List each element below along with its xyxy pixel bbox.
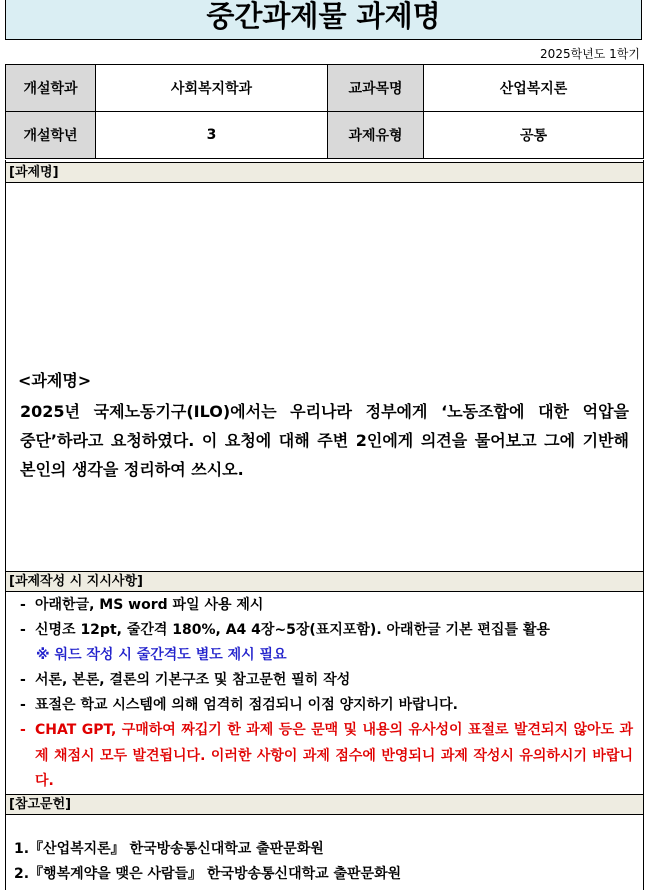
instruction-text: 아래한글, MS word 파일 사용 제시: [35, 597, 264, 613]
table-row: [6, 65, 644, 112]
table-row: [6, 112, 644, 159]
instructions-list: [18, 593, 633, 795]
dept-label: 개설학과: [6, 65, 96, 112]
instruction-text: 서론, 본론, 결론의 기본구조 및 참고문헌 필히 작성: [35, 672, 351, 688]
references-section-label: [참고문헌]: [5, 794, 644, 815]
page-title: 중간과제물 과제명: [5, 0, 642, 40]
dash-bullet: -: [20, 697, 26, 713]
dash-bullet: -: [20, 597, 26, 613]
course-info-table: [5, 64, 644, 159]
list-item: 2.『행복계약을 맺은 사람들』 한국방송통신대학교 출판문화원: [14, 866, 402, 882]
dept-value: 사회복지학과: [96, 65, 328, 112]
dash-bullet: -: [20, 622, 26, 638]
list-item: 1.『산업복지론』 한국방송통신대학교 출판문화원: [14, 841, 324, 857]
list-item: [18, 643, 633, 668]
list-item: [18, 593, 633, 618]
assignment-body: 2025년 국제노동기구(ILO)에서는 우리나라 정부에게 ‘노동조합에 대한 억압을 중단’하라고 요청하였다. 이 요청에 대해 주변 2인에게 의견을 물어보고 그에 기반해 본인의 생각을 정리하여 쓰시오.: [20, 402, 629, 479]
list-item: [18, 618, 633, 643]
list-item: [18, 718, 633, 795]
type-value: 공통: [424, 112, 644, 159]
assignment-section-label: [과제명]: [5, 162, 644, 183]
word-note-text: ※ 워드 작성 시 줄간격도 별도 제시 필요: [36, 647, 287, 663]
instruction-text: 신명조 12pt, 줄간격 180%, A4 4장~5장(표지포함). 아래한글 기본 편집틀 활용: [35, 622, 550, 638]
instructions-section-label: [과제작성 시 지시사항]: [5, 571, 644, 592]
assignment-heading: <과제명>: [18, 371, 92, 390]
instruction-text: 표절은 학교 시스템에 의해 엄격히 점검되니 이점 양지하기 바랍니다.: [35, 697, 458, 713]
course-value: 산업복지론: [424, 65, 644, 112]
list-item: [18, 668, 633, 693]
year-value: 3: [96, 112, 328, 159]
list-item: [18, 693, 633, 718]
semester-label: 2025학년도 1학기: [540, 47, 640, 61]
references-list: [14, 837, 401, 887]
dash-bullet: -: [20, 722, 26, 738]
dash-bullet: -: [20, 672, 26, 688]
course-label: 교과목명: [328, 65, 424, 112]
type-label: 과제유형: [328, 112, 424, 159]
year-label: 개설학년: [6, 112, 96, 159]
warning-text: CHAT GPT, 구매하여 짜깁기 한 과제 등은 문맥 및 내용의 유사성이 표절로 발견되지 않아도 과제 채점시 모두 발견됩니다. 이러한 사항이 과제 점수에 반영되니 과제 작성시 유의하시기 바랍니다.: [35, 722, 633, 789]
